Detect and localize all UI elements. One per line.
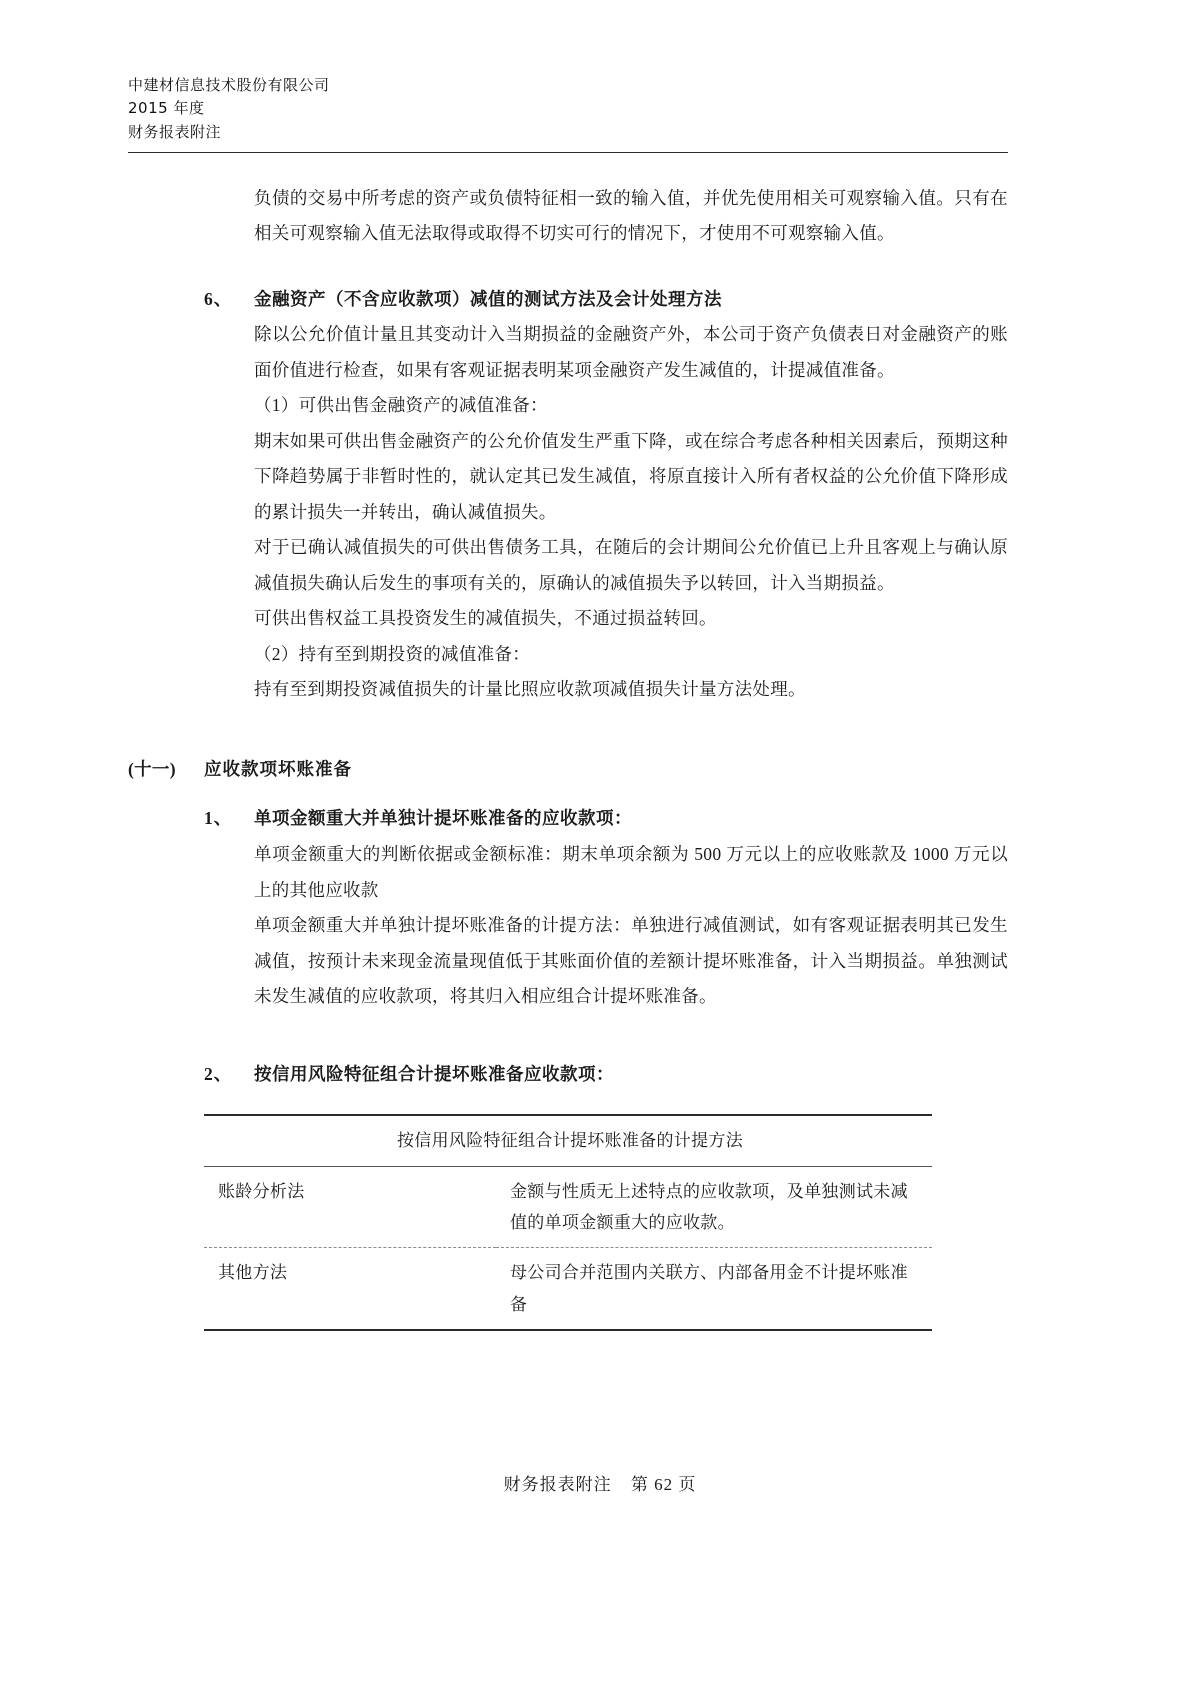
table-header-row [204,1115,932,1166]
header-document-type: 财务报表附注 [128,122,222,141]
table-cell-method-desc: 金额与性质无上述特点的应收款项，及单独测试未减值的单项金额重大的应收款。 [496,1166,932,1248]
page-footer [0,1470,1200,1495]
header-company-name: 中建材信息技术股份有限公司 [128,76,330,94]
aging-table-wrapper [128,1114,932,1331]
bad-debt-provision-table [204,1114,932,1331]
section-11-heading [128,752,1008,788]
table-cell-method-desc: 母公司合并范围内关联方、内部备用金不计提坏账准备 [510,1263,908,1314]
item-2-number: 2、 [204,1063,233,1084]
item-1-paragraph-2: 单项金额重大并单独计提坏账准备的计提方法：单独进行减值测试，如有客观证据表明其已发生减值，按预计未来现金流量现值低于其账面价值的差额计提坏账准备，计入当期损益。单独测试未发生减值的应收款项，将其归入相应组合计提坏账准备。 [254,915,1008,1007]
item-6-paragraph-1: 除以公允价值计量且其变动计入当期损益的金融资产外，本公司于资产负债表日对金融资产的账面价值进行检查，如果有客观证据表明某项金融资产发生减值的，计提减值准备。 [254,324,1008,380]
document-header [128,74,1008,144]
section-11-title: 应收款项坏账准备 [204,758,352,779]
document-body [128,181,1008,1332]
table-row [204,1248,932,1330]
item-1-number: 1、 [204,808,233,829]
item-1-title: 单项金额重大并单独计提坏账准备的应收款项： [254,808,632,829]
header-divider [128,152,1008,153]
item-2-heading [128,1057,1008,1093]
page-content [128,74,1008,1331]
item-6-paragraph-2: （1）可供出售金融资产的减值准备： [254,395,548,416]
item-6-paragraph-6: （2）持有至到期投资的减值准备： [254,643,531,664]
footer-label: 财务报表附注 [503,1475,612,1494]
paragraph-continued: 负债的交易中所考虑的资产或负债特征相一致的输入值，并优先使用相关可观察输入值。只有在相关可观察输入值无法取得或取得不切实可行的情况下，才使用不可观察输入值。 [254,187,1008,244]
item-1-paragraph-1: 单项金额重大的判断依据或金额标准：期末单项余额为 500 万元以上的应收账款及 1000 万元以上的其他应收款 [254,844,1008,900]
item-6-heading [128,282,1008,318]
section-11-number: (十一) [128,758,176,779]
table-cell-method-name: 其他方法 [218,1263,288,1283]
item-6-paragraph-4: 对于已确认减值损失的可供出售债务工具，在随后的会计期间公允价值已上升且客观上与确认原减值损失确认后发生的事项有关的，原确认的减值损失予以转回，计入当期损益。 [254,537,1008,593]
table-cell-method-name: 账龄分析法 [204,1166,496,1248]
item-2-title: 按信用风险特征组合计提坏账准备应收款项： [254,1063,614,1084]
item-6-title: 金融资产（不含应收款项）减值的测试方法及会计处理方法 [254,288,722,309]
table-row [204,1166,932,1248]
table-header-cell: 按信用风险特征组合计提坏账准备的计提方法 [204,1115,932,1166]
footer-page-number: 第 62 页 [630,1475,697,1494]
item-6-paragraph-3: 期末如果可供出售金融资产的公允价值发生严重下降，或在综合考虑各种相关因素后，预期这种下降趋势属于非暂时性的，就认定其已发生减值，将原直接计入所有者权益的公允价值下降形成的累计损失一并转出，确认减值损失。 [254,430,1008,522]
item-6-number: 6、 [204,288,233,309]
item-1-heading [128,801,1008,837]
item-6-paragraph-7: 持有至到期投资减值损失的计量比照应收款项减值损失计量方法处理。 [254,679,806,700]
header-fiscal-year: 2015 年度 [128,99,205,118]
item-6-paragraph-5: 可供出售权益工具投资发生的减值损失，不通过损益转回。 [254,608,717,629]
